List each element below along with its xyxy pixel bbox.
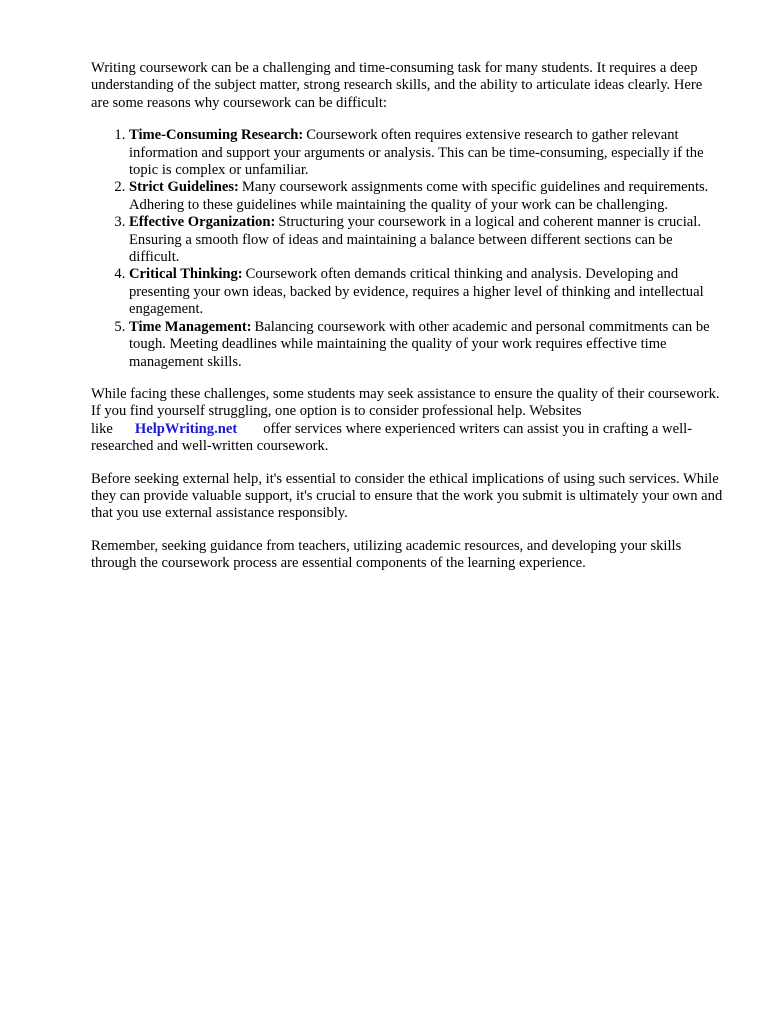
list-item xyxy=(129,214,723,266)
list-item xyxy=(129,127,723,179)
helpwriting-link[interactable]: HelpWriting.net xyxy=(134,420,238,437)
reason-term: Effective Organization: xyxy=(129,214,276,231)
list-item xyxy=(129,266,723,318)
reason-text: Balancing coursework with other academic and personal commitments can be tough. Meeting deadlines while maintaining the quality of your work requires effective time management skills. xyxy=(129,318,710,370)
closing-paragraph: Remember, seeking guidance from teachers, utilizing academic resources, and developing your skills through the coursework process are essential components of the learning experience. xyxy=(91,537,682,572)
help-paragraph xyxy=(91,386,723,456)
reason-text: Many coursework assignments come with specific guidelines and requirements. Adhering to these guidelines while maintaining the quality of your work can be challenging. xyxy=(129,179,709,213)
reason-term: Strict Guidelines: xyxy=(129,179,239,196)
reasons-list xyxy=(91,127,723,371)
ethics-paragraph: Before seeking external help, it's essential to consider the ethical implications of using such services. While they can provide valuable support, it's crucial to ensure that the work you submit is ultimately your own and that you use external assistance responsibly. xyxy=(91,470,723,522)
reason-term: Critical Thinking: xyxy=(129,266,243,283)
reason-text: Coursework often demands critical thinking and analysis. Developing and presenting your own ideas, backed by evidence, requires a higher level of thinking and intellectual engagement. xyxy=(129,266,704,318)
list-item xyxy=(129,179,723,214)
reason-text: Structuring your coursework in a logical and coherent manner is crucial. Ensuring a smooth flow of ideas and maintaining a balance between different sections can be difficult. xyxy=(129,214,701,266)
reason-text: Coursework often requires extensive research to gather relevant information and support your arguments or analysis. This can be time-consuming, especially if the topic is complex or unfamiliar. xyxy=(129,127,704,179)
intro-paragraph: Writing coursework can be a challenging and time-consuming task for many students. It requires a deep understanding of the subject matter, strong research skills, and the ability to articulate ideas clearly. Here are some reasons why coursework can be difficult: xyxy=(91,60,703,111)
list-item xyxy=(129,319,723,371)
reason-term: Time Management: xyxy=(129,318,252,335)
reason-term: Time-Consuming Research: xyxy=(129,127,304,144)
document-page xyxy=(91,60,723,588)
help-text-after: offer services where experienced writers can assist you in crafting a well-researched and well-written coursework. xyxy=(91,420,693,455)
help-text-before: While facing these challenges, some students may seek assistance to ensure the quality of their coursework. If you find yourself struggling, one option is to consider professional help. Websites like xyxy=(91,385,720,437)
